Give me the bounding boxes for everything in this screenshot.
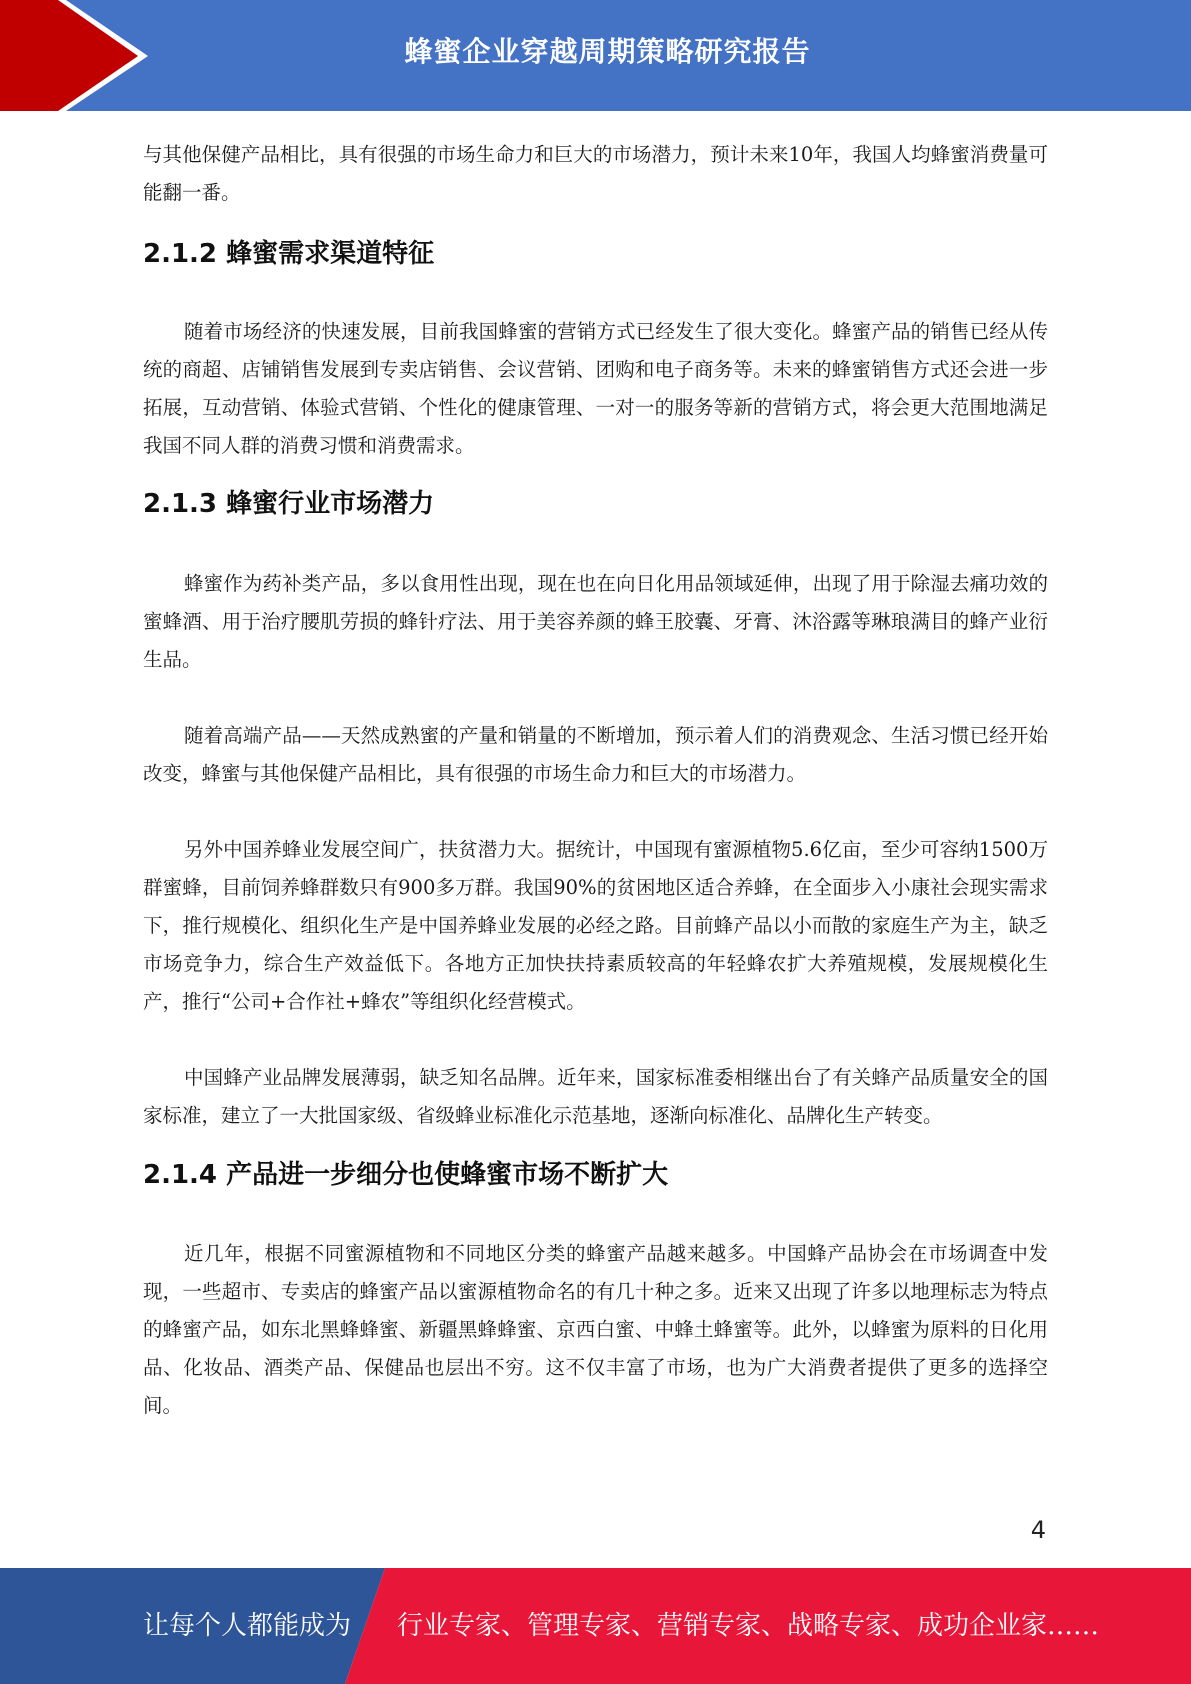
section-heading-2-1-2: 2.1.2 蜂蜜需求渠道特征 — [143, 239, 435, 269]
page-header — [0, 0, 1191, 111]
document-body — [143, 136, 1048, 1425]
footer-slogan-right: 行业专家、管理专家、营销专家、战略专家、成功企业家…… — [397, 1611, 1100, 1641]
footer-slogan-left: 让每个人都能成为 — [143, 1611, 352, 1641]
paragraph-derivatives: 蜂蜜作为药补类产品，多以食用性出现，现在也在向日化用品领域延伸，出现了用于除湿去痛功效的蜜蜂酒、用于治疗腰肌劳损的蜂针疗法、用于美容养颜的蜂王胶囊、牙膏、沐浴露等琳琅满目的蜂产业衍生品。 — [143, 572, 1048, 671]
paragraph-demand-channels: 随着市场经济的快速发展，目前我国蜂蜜的营销方式已经发生了很大变化。蜂蜜产品的销售已经从传统的商超、店铺销售发展到专卖店销售、会议营销、团购和电子商务等。未来的蜂蜜销售方式还会进一步拓展，互动营销、体验式营销、个性化的健康管理、一对一的服务等新的营销方式，将会更大范围地满足我国不同人群的消费习惯和消费需求。 — [143, 320, 1048, 457]
page-number: 4 — [1030, 1516, 1046, 1544]
page-footer — [0, 1568, 1191, 1684]
header-title: 蜂蜜企业穿越周期策略研究报告 — [404, 35, 811, 68]
paragraph-beekeeping-development: 另外中国养蜂业发展空间广，扶贫潜力大。据统计，中国现有蜜源植物5.6亿亩，至少可容纳1500万群蜜蜂，目前饲养蜂群数只有900多万群。我国90%的贫困地区适合养蜂，在全面步入小康社会现实需求下，推行规模化、组织化生产是中国养蜂业发展的必经之路。目前蜂产品以小而散的家庭生产为主，缺乏市场竞争力，综合生产效益低下。各地方正加快扶持素质较高的年轻蜂农扩大养殖规模，发展规模化生产，推行“公司+合作社+蜂农”等组织化经营模式。 — [143, 838, 1048, 1013]
paragraph-product-segmentation: 近几年，根据不同蜜源植物和不同地区分类的蜂蜜产品越来越多。中国蜂产品协会在市场调查中发现，一些超市、专卖店的蜂蜜产品以蜜源植物命名的有几十种之多。近来又出现了许多以地理标志为特点的蜂蜜产品，如东北黑蜂蜂蜜、新疆黑蜂蜂蜜、京西白蜜、中蜂土蜂蜜等。此外，以蜂蜜为原料的日化用品、化妆品、酒类产品、保健品也层出不穷。这不仅丰富了市场，也为广大消费者提供了更多的选择空间。 — [143, 1242, 1048, 1417]
paragraph-high-end-products: 随着高端产品——天然成熟蜜的产量和销量的不断增加，预示着人们的消费观念、生活习惯已经开始改变，蜂蜜与其他保健产品相比，具有很强的市场生命力和巨大的市场潜力。 — [143, 724, 1048, 785]
section-heading-2-1-4: 2.1.4 产品进一步细分也使蜂蜜市场不断扩大 — [143, 1160, 669, 1190]
section-heading-2-1-3: 2.1.3 蜂蜜行业市场潜力 — [143, 489, 435, 519]
paragraph-brand-development: 中国蜂产业品牌发展薄弱，缺乏知名品牌。近年来，国家标准委相继出台了有关蜂产品质量安全的国家标准，建立了一大批国家级、省级蜂业标准化示范基地，逐渐向标准化、品牌化生产转变。 — [143, 1066, 1048, 1127]
paragraph-continuation: 与其他保健产品相比，具有很强的市场生命力和巨大的市场潜力，预计未来10年，我国人均蜂蜜消费量可能翻一番。 — [143, 143, 1048, 204]
